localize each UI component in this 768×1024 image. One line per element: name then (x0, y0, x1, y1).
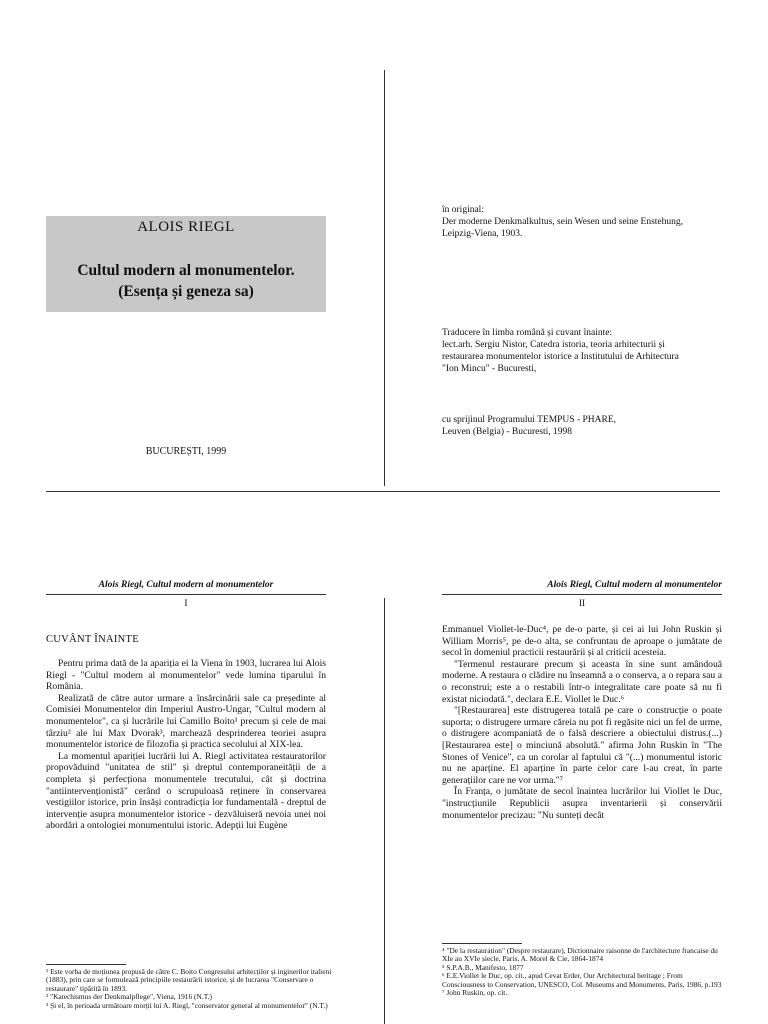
footnote: ¹ Este vorba de moțiunea propusă de către C. Boito Congresului arhitecților și inginerilor italieni (1883), prin care se formulează principiile restaurării istorice, și de lucrarea "Conservare o restaurare" tipărită în 1893. (46, 967, 332, 993)
trans-line-4: "Ion Mincu" - Bucuresti, (442, 364, 537, 374)
spread-separator (46, 491, 720, 492)
original-edition-info (442, 204, 732, 240)
left-paragraph: Realizată de către autor urmare a însărcinării sale ca președinte al Comisiei Monumentelor din Imperiul Austro-Ungar, "Cultul modern al monumentelor", ca și lucrările lui Camillo Boito¹ precum și cele de mai târziu² ale lui Max Dvorak³, marchează desprinderea teoriei asupra monumentelor istorice de filozofia și practica secolului al XIX-lea. (46, 692, 326, 751)
right-paragraph: "[Restaurarea] este distrugerea totală pe care o construcție o poate suporta; o distrugere urmare căreia nu pot fi regăsite nici un fel de urme, o distrugere acompaniată de o falsă descriere a obiectului distrus.(...) [Restaurarea este] o minciună absolută." afirma John Ruskin în "The Stones of Venice", ca un corolar al faptului că "(...) monumentul istoric nu ne aparține. El aparține în parte celor care l-au creat, în parte generațiilor care ne vor urma."⁷ (442, 705, 722, 786)
right-header-rule (442, 594, 722, 595)
book-title-line1: Cultul modern al monumentelor. (77, 262, 295, 279)
footnote: ⁷ John Ruskin, op. cit. (442, 988, 508, 998)
orig-line-1: în original: (442, 205, 484, 215)
place-year: BUCUREȘTI, 1999 (145, 446, 227, 457)
trans-line-2: lect.arh. Sergiu Nistor, Catedra istoria, teoria arhitecturii și (442, 340, 665, 350)
right-paragraph: Emmanuel Viollet-le-Duc⁴, pe de-o parte, și cei ai lui John Ruskin și William Morris⁵, pe de-o alta, se confruntau de aproape o jumătate de secol în domeniul practicii restaurării și al criticii acesteia. (442, 624, 722, 659)
orig-line-2: Der moderne Denkmalkultus, sein Wesen und seine Enstehung, (442, 217, 683, 227)
right-footnote-rule (442, 943, 522, 944)
footnote: ⁵ S.P.A.B., Manifesto, 1877 (442, 962, 524, 972)
right-page-number: II (578, 599, 586, 609)
tempus-line-2: Leuven (Belgia) - Bucuresti, 1998 (442, 427, 573, 437)
tempus-info (442, 414, 732, 438)
right-footnotes (442, 947, 727, 997)
left-running-header: Alois Riegl, Cultul modern al monumentelor (98, 580, 274, 590)
left-header-rule (46, 594, 326, 595)
footnote: ⁶ E.E.Viollet le Duc, op. cit., apud Cevat Erder, Our Architectural heritage ; From Consciousness to Conservation, UNESCO, Col. Museums and Monuments, Paris, 1986, p.193 (442, 971, 722, 989)
right-paragraph: "Termenul restaurare precum și aceasta în sine sunt amândouă moderne. A restaura o clădire nu înseamnă a o conserva, a o repara sau a o reconstrui; este a o restabili într-o integralitate care poate să nu fi existat niciodată.", declara E.E. Viollet le Duc.⁶ (442, 658, 722, 705)
top-center-divider (384, 70, 385, 486)
translation-info (442, 327, 732, 375)
footnote: ² "Katechismus der Denkmalpflege", Viena, 1916 (N.T.) (46, 992, 212, 1002)
trans-line-1: Traducere în limba română și cuvant înainte: (442, 328, 613, 338)
left-paragraph: La momentul apariției lucrării lui A. Riegl activitatea restauratorilor propovăduind "unitatea de stil" și dreptul contemporaneității de a completa și perfecționa monumentele trecutului, cât și doctrina "antiintervenționistă" cerând o scrupuloasă reținere în conservarea vestigiilor istorice, prin însăși contradicția lor fundamentală - dreptul de intervenție asupra monumentelor istorice - dezvăluiseră nevoia unei noi abordări a ontologiei monumentului istoric. Adepții lui Eugène (46, 750, 326, 832)
tempus-line-1: cu sprijinul Programului TEMPUS - PHARE, (442, 415, 616, 425)
orig-line-3: Leipzig-Viena, 1903. (442, 229, 523, 239)
right-body-text (442, 624, 722, 821)
bottom-center-divider (384, 598, 385, 1024)
left-body-text (46, 658, 326, 832)
title-block (46, 216, 326, 312)
right-running-header: Alois Riegl, Cultul modern al monumentelor (547, 580, 722, 590)
author-name: ALOIS RIEGL (137, 219, 235, 235)
section-heading: CUVÂNT ÎNAINTE (46, 634, 139, 645)
book-title (46, 260, 326, 302)
book-title-line2: (Esența și geneza sa) (118, 283, 254, 300)
left-paragraph: Pentru prima dată de la apariția ei la Viena în 1903, lucrarea lui Alois Riegl - "Cultul modern al monumentelor" vede lumina tiparului în România. (46, 658, 326, 693)
left-footnotes (46, 968, 336, 1010)
footnote: ⁴ "De la restauration" (Despre restaurare), Dictionnaire raisonne de l'architecture francaise du XIe au XVIe siecle, Paris, A. Morel & Cie, 1864-1874 (442, 946, 718, 964)
left-page-number: I (184, 599, 188, 609)
trans-line-3: restaurarea monumentelor istorice a Institutului de Arhitectura (442, 352, 679, 362)
footnote: ³ Și el, în perioada următoare morții lui A. Riegl, "conservator general al monumentelor" (N.T.) (46, 1000, 328, 1010)
left-footnote-rule (46, 964, 126, 965)
right-paragraph: În Franța, o jumătate de secol înaintea lucrărilor lui Viollet le Duc, "instrucțiunile Republicii asupra inventarierii și conservării monumentelor precizau: "Nu sunteți decât (442, 786, 722, 821)
